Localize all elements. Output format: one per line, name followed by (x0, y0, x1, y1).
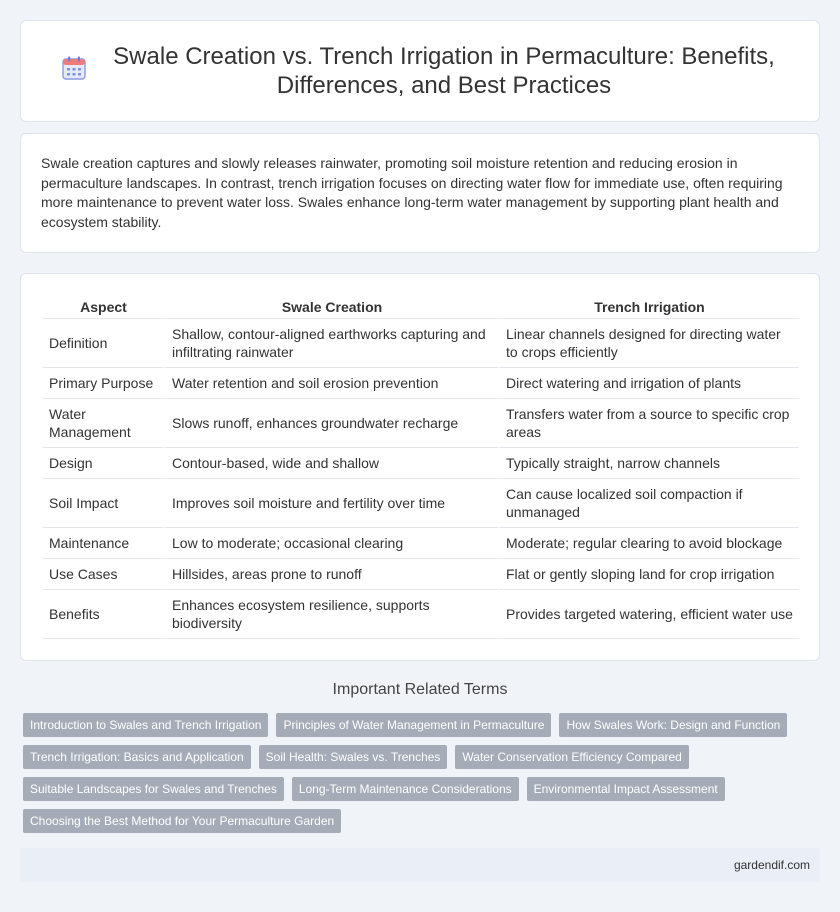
row-swale: Water retention and soil erosion prevention (164, 368, 498, 399)
row-trench: Linear channels designed for directing water to crops efficiently (498, 319, 799, 368)
row-aspect: Soil Impact (43, 479, 164, 528)
table-row (43, 559, 799, 590)
row-trench: Direct watering and irrigation of plants (498, 368, 799, 399)
row-trench: Provides targeted watering, efficient water use (498, 590, 799, 639)
comparison-table (43, 296, 799, 639)
related-term-tag[interactable]: Environmental Impact Assessment (527, 777, 725, 801)
related-terms-tags (23, 713, 823, 841)
row-swale: Enhances ecosystem resilience, supports biodiversity (164, 590, 498, 639)
row-aspect: Water Management (43, 399, 164, 448)
row-trench: Flat or gently sloping land for crop irrigation (498, 559, 799, 590)
row-aspect: Use Cases (43, 559, 164, 590)
table-row (43, 590, 799, 639)
row-aspect: Benefits (43, 590, 164, 639)
row-swale: Slows runoff, enhances groundwater recharge (164, 399, 498, 448)
page-title: Swale Creation vs. Trench Irrigation in Permaculture: Benefits, Differences, and Best Practices (113, 43, 775, 99)
table-row (43, 319, 799, 368)
row-swale: Improves soil moisture and fertility over time (164, 479, 498, 528)
related-term-tag[interactable]: Choosing the Best Method for Your Permaculture Garden (23, 809, 341, 833)
row-aspect: Definition (43, 319, 164, 368)
row-trench: Typically straight, narrow channels (498, 448, 799, 479)
comparison-table-card (20, 273, 820, 661)
row-aspect: Primary Purpose (43, 368, 164, 399)
row-aspect: Design (43, 448, 164, 479)
header-trench-irrigation: Trench Irrigation (498, 296, 799, 319)
header-swale-creation: Swale Creation (164, 296, 498, 319)
row-trench: Transfers water from a source to specific crop areas (498, 399, 799, 448)
table-header-row (43, 296, 799, 319)
footer (20, 848, 820, 882)
row-swale: Shallow, contour-aligned earthworks capturing and infiltrating rainwater (164, 319, 498, 368)
row-trench: Moderate; regular clearing to avoid blockage (498, 528, 799, 559)
related-terms-title: Important Related Terms (332, 681, 508, 698)
calendar-icon (61, 55, 87, 81)
row-swale: Contour-based, wide and shallow (164, 448, 498, 479)
intro-text: Swale creation captures and slowly releases rainwater, promoting soil moisture retention and reducing erosion in permaculture landscapes. In contrast, trench irrigation focuses on directing water flow for immediate use, often requiring more maintenance to prevent water loss. Swales enhance long-term water management by supporting plant health and ecosystem stability. (41, 155, 783, 230)
related-term-tag[interactable]: Trench Irrigation: Basics and Application (23, 745, 251, 769)
related-term-tag[interactable]: Long-Term Maintenance Considerations (292, 777, 519, 801)
related-term-tag[interactable]: Principles of Water Management in Permaculture (276, 713, 551, 737)
row-trench: Can cause localized soil compaction if unmanaged (498, 479, 799, 528)
footer-site-link[interactable]: gardendif.com (733, 858, 810, 872)
table-row (43, 448, 799, 479)
related-term-tag[interactable]: Water Conservation Efficiency Compared (455, 745, 688, 769)
header-aspect: Aspect (43, 296, 164, 319)
row-aspect: Maintenance (43, 528, 164, 559)
related-term-tag[interactable]: How Swales Work: Design and Function (559, 713, 787, 737)
related-term-tag[interactable]: Soil Health: Swales vs. Trenches (259, 745, 448, 769)
row-swale: Low to moderate; occasional clearing (164, 528, 498, 559)
related-term-tag[interactable]: Suitable Landscapes for Swales and Trenches (23, 777, 284, 801)
table-row (43, 528, 799, 559)
table-row (43, 368, 799, 399)
title-wrap (61, 42, 779, 100)
table-row (43, 479, 799, 528)
header-card (20, 20, 820, 122)
table-row (43, 399, 799, 448)
related-term-tag[interactable]: Introduction to Swales and Trench Irrigation (23, 713, 268, 737)
intro-card (20, 133, 820, 253)
row-swale: Hillsides, areas prone to runoff (164, 559, 498, 590)
